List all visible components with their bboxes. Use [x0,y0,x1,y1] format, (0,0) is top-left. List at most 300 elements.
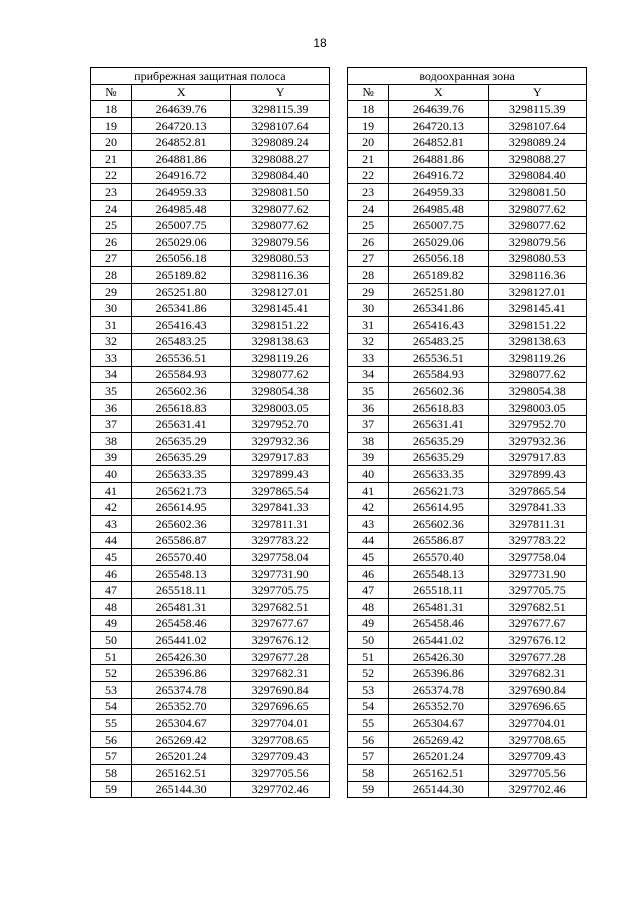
left-y-cell: 3297783.22 [231,532,329,549]
left-num-cell: 24 [91,200,132,217]
right-num-cell: 43 [348,516,389,533]
column-gap [329,781,347,798]
column-gap [329,184,347,201]
right-num-cell: 25 [348,217,389,234]
left-num-cell: 51 [91,648,132,665]
table-row [91,134,587,151]
left-y-cell: 3297758.04 [231,549,329,566]
column-gap [329,681,347,698]
right-y-cell: 3298084.40 [488,167,586,184]
table-header-row [91,84,587,101]
right-x-cell: 265374.78 [389,681,488,698]
right-num-cell: 51 [348,648,389,665]
table-title-row [91,68,587,85]
left-x-cell: 265304.67 [131,715,230,732]
left-x-cell: 265144.30 [131,781,230,798]
right-x-cell: 265201.24 [389,748,488,765]
right-y-cell: 3297811.31 [488,516,586,533]
left-x-cell: 264881.86 [131,150,230,167]
left-x-cell: 264985.48 [131,200,230,217]
column-gap [329,731,347,748]
right-num-cell: 59 [348,781,389,798]
left-y-cell: 3297690.84 [231,681,329,698]
column-gap [329,134,347,151]
left-y-cell: 3298127.01 [231,283,329,300]
right-x-cell: 265602.36 [389,516,488,533]
coordinates-table-body [91,101,587,798]
left-num-cell: 46 [91,565,132,582]
right-num-cell: 28 [348,267,389,284]
left-y-cell: 3297704.01 [231,715,329,732]
right-num-cell: 42 [348,499,389,516]
left-x-cell: 265584.93 [131,366,230,383]
right-num-cell: 49 [348,615,389,632]
right-y-cell: 3298003.05 [488,399,586,416]
column-gap [329,764,347,781]
column-gap [329,68,347,85]
right-y-cell: 3297705.56 [488,764,586,781]
right-y-cell: 3298054.38 [488,383,586,400]
column-gap [329,233,347,250]
left-y-cell: 3297731.90 [231,565,329,582]
left-x-cell: 265602.36 [131,383,230,400]
column-gap [329,200,347,217]
left-y-cell: 3297932.36 [231,433,329,450]
left-y-cell: 3298138.63 [231,333,329,350]
column-gap [329,532,347,549]
right-x-cell: 265602.36 [389,383,488,400]
right-x-cell: 264916.72 [389,167,488,184]
left-x-cell: 265536.51 [131,350,230,367]
right-y-cell: 3297696.65 [488,698,586,715]
right-num-cell: 20 [348,134,389,151]
right-x-cell: 265548.13 [389,565,488,582]
right-y-cell: 3298119.26 [488,350,586,367]
right-y-cell: 3297677.28 [488,648,586,665]
left-num-header: № [91,84,132,101]
left-num-cell: 25 [91,217,132,234]
right-y-cell: 3297932.36 [488,433,586,450]
left-y-cell: 3297899.43 [231,466,329,483]
right-x-cell: 265251.80 [389,283,488,300]
right-x-cell: 265144.30 [389,781,488,798]
right-num-cell: 30 [348,300,389,317]
right-x-cell: 265618.83 [389,399,488,416]
right-y-header: Y [488,84,586,101]
right-y-cell: 3297783.22 [488,532,586,549]
left-num-cell: 52 [91,665,132,682]
column-gap [329,549,347,566]
right-num-cell: 56 [348,731,389,748]
right-num-cell: 58 [348,764,389,781]
left-num-cell: 54 [91,698,132,715]
right-num-cell: 52 [348,665,389,682]
right-x-cell: 265189.82 [389,267,488,284]
table-row [91,466,587,483]
right-y-cell: 3297758.04 [488,549,586,566]
right-num-cell: 46 [348,565,389,582]
right-num-cell: 24 [348,200,389,217]
left-y-cell: 3297865.54 [231,482,329,499]
right-x-cell: 264881.86 [389,150,488,167]
left-num-cell: 27 [91,250,132,267]
table-row [91,565,587,582]
right-y-cell: 3297899.43 [488,466,586,483]
left-y-cell: 3297811.31 [231,516,329,533]
right-x-cell: 265007.75 [389,217,488,234]
left-y-cell: 3298079.56 [231,233,329,250]
column-gap [329,167,347,184]
table-row [91,781,587,798]
column-gap [329,316,347,333]
left-num-cell: 19 [91,117,132,134]
right-num-cell: 31 [348,316,389,333]
left-y-cell: 3297952.70 [231,416,329,433]
table-row [91,267,587,284]
right-x-cell: 264959.33 [389,184,488,201]
table-row [91,117,587,134]
right-y-cell: 3298077.62 [488,217,586,234]
table-row [91,632,587,649]
left-y-cell: 3298116.36 [231,267,329,284]
right-y-cell: 3298151.22 [488,316,586,333]
left-num-cell: 30 [91,300,132,317]
left-x-header: X [131,84,230,101]
left-num-cell: 34 [91,366,132,383]
column-gap [329,466,347,483]
table-row [91,399,587,416]
table-row [91,383,587,400]
column-gap [329,250,347,267]
left-y-cell: 3297708.65 [231,731,329,748]
column-gap [329,449,347,466]
left-num-cell: 32 [91,333,132,350]
left-num-cell: 28 [91,267,132,284]
left-num-cell: 42 [91,499,132,516]
right-y-cell: 3297705.75 [488,582,586,599]
right-y-cell: 3297682.51 [488,599,586,616]
right-num-cell: 27 [348,250,389,267]
left-num-cell: 18 [91,101,132,118]
right-y-cell: 3297708.65 [488,731,586,748]
left-y-cell: 3298080.53 [231,250,329,267]
left-num-cell: 41 [91,482,132,499]
column-gap [329,84,347,101]
table-row [91,648,587,665]
left-y-cell: 3297682.51 [231,599,329,616]
left-x-cell: 265007.75 [131,217,230,234]
table-row [91,582,587,599]
left-num-cell: 39 [91,449,132,466]
left-num-cell: 38 [91,433,132,450]
table-row [91,549,587,566]
left-x-cell: 265618.83 [131,399,230,416]
left-x-cell: 265029.06 [131,233,230,250]
column-gap [329,101,347,118]
right-y-cell: 3297702.46 [488,781,586,798]
left-num-cell: 37 [91,416,132,433]
left-y-cell: 3297676.12 [231,632,329,649]
right-num-cell: 47 [348,582,389,599]
table-row [91,366,587,383]
left-num-cell: 21 [91,150,132,167]
right-y-cell: 3298088.27 [488,150,586,167]
column-gap [329,632,347,649]
left-y-cell: 3297705.75 [231,582,329,599]
right-x-cell: 265481.31 [389,599,488,616]
right-x-cell: 265483.25 [389,333,488,350]
right-y-cell: 3298080.53 [488,250,586,267]
right-num-cell: 33 [348,350,389,367]
column-gap [329,350,347,367]
right-y-cell: 3298077.62 [488,366,586,383]
right-num-cell: 40 [348,466,389,483]
left-num-cell: 59 [91,781,132,798]
left-x-cell: 265481.31 [131,599,230,616]
right-x-cell: 265584.93 [389,366,488,383]
column-gap [329,698,347,715]
table-row [91,748,587,765]
right-x-cell: 264720.13 [389,117,488,134]
left-x-cell: 265441.02 [131,632,230,649]
column-gap [329,482,347,499]
column-gap [329,300,347,317]
table-row [91,200,587,217]
column-gap [329,333,347,350]
left-y-cell: 3298107.64 [231,117,329,134]
right-y-cell: 3298145.41 [488,300,586,317]
right-y-cell: 3298138.63 [488,333,586,350]
table-row [91,233,587,250]
table-row [91,681,587,698]
right-x-cell: 265162.51 [389,764,488,781]
left-num-cell: 49 [91,615,132,632]
left-num-cell: 23 [91,184,132,201]
left-y-cell: 3297696.65 [231,698,329,715]
right-y-cell: 3298077.62 [488,200,586,217]
left-x-cell: 264959.33 [131,184,230,201]
column-gap [329,416,347,433]
left-y-cell: 3297677.67 [231,615,329,632]
left-num-cell: 58 [91,764,132,781]
column-gap [329,383,347,400]
right-x-cell: 265633.35 [389,466,488,483]
column-gap [329,599,347,616]
table-row [91,764,587,781]
left-num-cell: 22 [91,167,132,184]
table-row [91,731,587,748]
right-x-cell: 265586.87 [389,532,488,549]
right-y-cell: 3298115.39 [488,101,586,118]
right-num-cell: 32 [348,333,389,350]
left-y-cell: 3298115.39 [231,101,329,118]
page-number: 18 [313,36,327,50]
table-row [91,516,587,533]
left-num-cell: 26 [91,233,132,250]
left-x-cell: 265341.86 [131,300,230,317]
column-gap [329,267,347,284]
left-y-cell: 3298077.62 [231,366,329,383]
right-x-cell: 264852.81 [389,134,488,151]
column-gap [329,499,347,516]
right-num-cell: 44 [348,532,389,549]
right-y-cell: 3298116.36 [488,267,586,284]
left-y-cell: 3298081.50 [231,184,329,201]
table-row [91,665,587,682]
right-y-cell: 3298127.01 [488,283,586,300]
right-x-cell: 265570.40 [389,549,488,566]
left-num-cell: 57 [91,748,132,765]
column-gap [329,665,347,682]
left-x-cell: 264852.81 [131,134,230,151]
table-row [91,499,587,516]
table-row [91,316,587,333]
right-x-cell: 264639.76 [389,101,488,118]
left-x-cell: 265621.73 [131,482,230,499]
right-x-cell: 265029.06 [389,233,488,250]
right-y-cell: 3297917.83 [488,449,586,466]
right-x-cell: 265631.41 [389,416,488,433]
right-num-cell: 35 [348,383,389,400]
left-x-cell: 265586.87 [131,532,230,549]
right-num-cell: 18 [348,101,389,118]
right-x-cell: 265341.86 [389,300,488,317]
right-y-cell: 3298079.56 [488,233,586,250]
column-gap [329,615,347,632]
right-x-cell: 265458.46 [389,615,488,632]
left-x-cell: 264639.76 [131,101,230,118]
left-y-cell: 3297841.33 [231,499,329,516]
table-row [91,416,587,433]
right-x-cell: 265396.86 [389,665,488,682]
right-num-header: № [348,84,389,101]
left-x-cell: 265201.24 [131,748,230,765]
right-num-cell: 57 [348,748,389,765]
column-gap [329,516,347,533]
left-y-cell: 3297917.83 [231,449,329,466]
left-num-cell: 35 [91,383,132,400]
right-num-cell: 36 [348,399,389,416]
left-y-cell: 3298089.24 [231,134,329,151]
column-gap [329,715,347,732]
left-x-cell: 265548.13 [131,565,230,582]
left-x-cell: 265635.29 [131,449,230,466]
left-y-cell: 3298077.62 [231,217,329,234]
table-row [91,167,587,184]
left-y-cell: 3297677.28 [231,648,329,665]
right-num-cell: 21 [348,150,389,167]
right-num-cell: 19 [348,117,389,134]
right-y-cell: 3298107.64 [488,117,586,134]
table-row [91,599,587,616]
left-x-cell: 265631.41 [131,416,230,433]
left-x-cell: 265633.35 [131,466,230,483]
right-num-cell: 45 [348,549,389,566]
left-num-cell: 40 [91,466,132,483]
right-x-cell: 265352.70 [389,698,488,715]
right-num-cell: 37 [348,416,389,433]
left-num-cell: 31 [91,316,132,333]
left-num-cell: 48 [91,599,132,616]
right-x-cell: 265614.95 [389,499,488,516]
right-num-cell: 54 [348,698,389,715]
left-x-cell: 265458.46 [131,615,230,632]
left-y-cell: 3298119.26 [231,350,329,367]
table-row [91,150,587,167]
column-gap [329,117,347,134]
right-num-cell: 22 [348,167,389,184]
left-y-cell: 3297705.56 [231,764,329,781]
right-x-header: X [389,84,488,101]
right-num-cell: 26 [348,233,389,250]
left-x-cell: 265570.40 [131,549,230,566]
right-y-cell: 3297677.67 [488,615,586,632]
left-num-cell: 44 [91,532,132,549]
right-y-cell: 3298081.50 [488,184,586,201]
left-num-cell: 47 [91,582,132,599]
left-x-cell: 265416.43 [131,316,230,333]
left-num-cell: 43 [91,516,132,533]
right-num-cell: 53 [348,681,389,698]
right-num-cell: 34 [348,366,389,383]
right-num-cell: 55 [348,715,389,732]
left-x-cell: 265602.36 [131,516,230,533]
right-y-cell: 3297709.43 [488,748,586,765]
column-gap [329,366,347,383]
left-x-cell: 265426.30 [131,648,230,665]
left-x-cell: 265518.11 [131,582,230,599]
right-x-cell: 265056.18 [389,250,488,267]
left-y-header: Y [231,84,329,101]
left-x-cell: 264916.72 [131,167,230,184]
left-x-cell: 265269.42 [131,731,230,748]
left-num-cell: 20 [91,134,132,151]
right-x-cell: 265426.30 [389,648,488,665]
column-gap [329,150,347,167]
column-gap [329,582,347,599]
left-num-cell: 55 [91,715,132,732]
left-y-cell: 3297709.43 [231,748,329,765]
column-gap [329,565,347,582]
table-row [91,300,587,317]
left-num-cell: 36 [91,399,132,416]
right-x-cell: 265621.73 [389,482,488,499]
left-num-cell: 45 [91,549,132,566]
left-num-cell: 29 [91,283,132,300]
left-x-cell: 264720.13 [131,117,230,134]
left-x-cell: 265056.18 [131,250,230,267]
right-y-cell: 3297676.12 [488,632,586,649]
right-num-cell: 50 [348,632,389,649]
table-row [91,101,587,118]
left-y-cell: 3297682.31 [231,665,329,682]
right-num-cell: 23 [348,184,389,201]
left-x-cell: 265189.82 [131,267,230,284]
column-gap [329,648,347,665]
column-gap [329,217,347,234]
column-gap [329,748,347,765]
left-y-cell: 3297702.46 [231,781,329,798]
right-y-cell: 3297952.70 [488,416,586,433]
right-y-cell: 3297704.01 [488,715,586,732]
column-gap [329,433,347,450]
left-x-cell: 265614.95 [131,499,230,516]
right-x-cell: 264985.48 [389,200,488,217]
coordinates-table [90,67,587,798]
right-y-cell: 3297690.84 [488,681,586,698]
table-row [91,482,587,499]
table-row [91,250,587,267]
